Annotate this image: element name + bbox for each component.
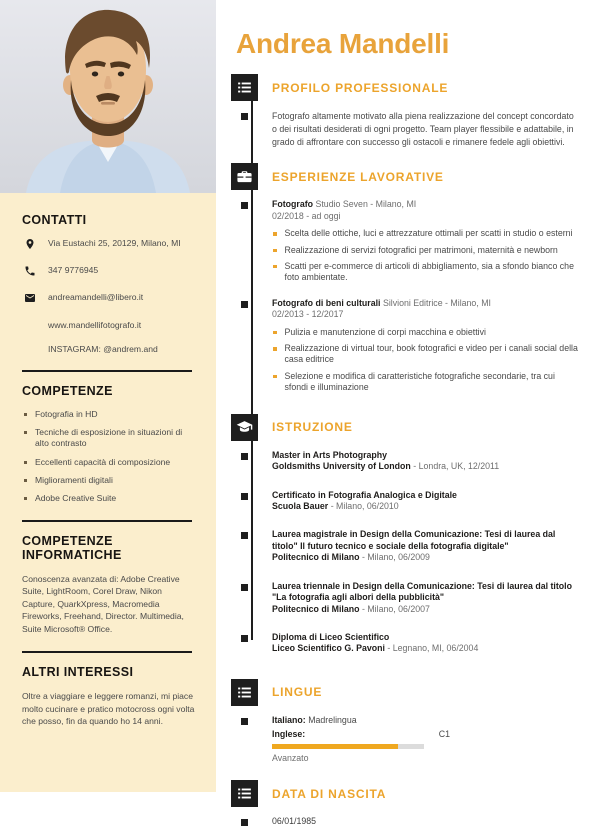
section-birth-header <box>216 780 612 807</box>
list-icon <box>231 679 258 706</box>
skill-item <box>22 457 196 468</box>
bullet-text: Scelta delle ottiche, luci e attrezzature ottimali per scatti in studio o esterni <box>284 228 573 239</box>
profile-text: Fotografo altamente motivato alla piena realizzazione del concept concordato o dei risultati desiderati di ogni progetto. Team player flessibile e adattabile, in grado di affrontare con successo gli ostacoli e rimanere fedele agli obiettivi. <box>272 111 574 147</box>
email-icon <box>24 292 36 304</box>
timeline-node <box>241 493 248 500</box>
skill-item <box>22 475 196 486</box>
section-title: ESPERIENZE LAVORATIVE <box>272 169 444 184</box>
language-progress-bar <box>272 744 424 749</box>
school-detail: - Milano, 06/2009 <box>361 552 430 563</box>
bullet-text: Selezione e modifica di caratteristiche fotografiche secondarie, tra cui sfondi e illuminazione <box>284 370 555 393</box>
contact-email-row <box>22 292 196 304</box>
job-title: Fotografo <box>272 199 314 210</box>
bullet-text: Realizzazione di virtual tour, book fotografici e video per i canali social della casa editrice <box>284 343 578 365</box>
school-detail: - Milano, 06/2007 <box>361 603 430 614</box>
phone-icon <box>24 265 36 277</box>
job-title-line <box>272 298 578 309</box>
education-entry <box>216 490 612 521</box>
school-detail: - Milano, 06/2010 <box>330 501 399 511</box>
profile-entry <box>216 110 612 148</box>
school-line <box>272 552 578 563</box>
bullet-icon <box>24 431 27 434</box>
list-icon <box>231 74 258 101</box>
contact-phone: 347 9776945 <box>48 265 99 275</box>
graduation-cap-icon <box>231 414 258 441</box>
skills-list <box>22 409 196 504</box>
skills-heading: COMPETENZE <box>22 384 113 398</box>
degree: Certificato in Fotografia Analogica e Digitale <box>272 489 457 500</box>
bullet-item <box>272 327 578 338</box>
timeline-node <box>241 202 248 209</box>
contact-website: www.mandellifotografo.it <box>48 320 142 330</box>
section-title: DATA DI NASCITA <box>272 786 387 801</box>
section-languages-header <box>216 679 612 706</box>
education-entry <box>216 529 612 571</box>
school-detail: - Legnano, MI, 06/2004 <box>387 643 479 654</box>
job-dates: 02/2018 - ad oggi <box>272 210 341 221</box>
divider <box>22 370 192 372</box>
experience-entry <box>216 298 612 399</box>
language-label: Italiano: <box>272 714 306 725</box>
timeline-node <box>241 819 248 826</box>
school: Politecnico di Milano <box>272 552 360 563</box>
school: Goldsmiths University of London <box>272 461 411 472</box>
education-entry <box>216 581 612 623</box>
job-org: Silvioni Editrice - Milano, MI <box>382 297 491 308</box>
job-dates: 02/2013 - 12/2017 <box>272 309 344 320</box>
timeline-node <box>241 301 248 308</box>
skill-label: Tecniche di esposizione in situazioni di alto contrasto <box>35 427 183 449</box>
job-bullets <box>272 228 578 284</box>
bullet-icon <box>24 413 27 416</box>
skill-item <box>22 409 196 420</box>
degree: Laurea magistrale in Design della Comunicazione: Tesi di laurea dal titolo" Il futuro tecnico e sociale della fotografia digitale" <box>272 529 556 551</box>
language-italian <box>272 715 578 726</box>
bullet-text: Scatti per e-commerce di articoli di abbigliamento, sia a sfondo bianco che foto ambientate. <box>284 260 574 283</box>
bullet-text: Realizzazione di servizi fotografici per matrimoni, maternità e newborn <box>284 244 558 255</box>
section-experience-header <box>216 163 612 190</box>
contact-phone-row <box>22 265 196 277</box>
school-line <box>272 604 578 615</box>
languages-entry <box>216 715 612 764</box>
degree: Laurea triennale in Design della Comunicazione: Tesi di laurea dal titolo "La fotografia agli albori della pubblicità" <box>272 580 572 603</box>
bullet-text: Pulizia e manutenzione di corpi macchina e obiettivi <box>284 326 486 337</box>
it-skills-text: Conoscenza avanzata di: Adobe Creative Suite, LightRoom, Corel Draw, Nikon Capture, QuarkXpress, Macromedia Fireworks, Freehand, Director. Multimedia, Suite Microsoft® Office. <box>22 574 184 634</box>
timeline-node <box>241 584 248 591</box>
page-title: Andrea Mandelli <box>236 28 450 59</box>
school-detail: - Londra, UK, 12/2011 <box>413 461 500 472</box>
contact-address: Via Eustachi 25, 20129, Milano, MI <box>48 238 181 248</box>
education-entry <box>216 632 612 663</box>
skill-item <box>22 493 196 504</box>
bullet-item <box>272 228 578 239</box>
it-skills-heading: COMPETENZE INFORMATICHE <box>22 534 122 563</box>
contact-email: andreamandelli@libero.it <box>48 292 144 302</box>
school-line <box>272 501 578 512</box>
section-title: LINGUE <box>272 685 323 700</box>
language-english <box>272 729 450 740</box>
bullet-item <box>272 261 578 284</box>
contact-heading: CONTATTI <box>22 213 87 227</box>
school-line <box>272 461 578 472</box>
skill-label: Miglioramenti digitali <box>35 474 113 485</box>
sidebar <box>0 193 216 792</box>
bullet-icon <box>273 375 277 379</box>
job-title-line <box>272 199 578 210</box>
list-icon <box>231 780 258 807</box>
bullet-icon <box>273 347 277 351</box>
birth-entry <box>216 816 612 827</box>
language-level-name: Avanzato <box>272 752 309 763</box>
section-education-header <box>216 414 612 441</box>
school: Politecnico di Milano <box>272 603 360 614</box>
job-title: Fotografo di beni culturali <box>272 297 381 308</box>
school: Liceo Scientifico G. Pavoni <box>272 643 385 654</box>
bullet-item <box>272 371 578 394</box>
skill-label: Adobe Creative Suite <box>35 492 117 503</box>
section-profile-header <box>216 74 612 101</box>
divider <box>22 520 192 522</box>
birth-date: 06/01/1985 <box>272 816 317 827</box>
interests-heading: ALTRI INTERESSI <box>22 665 134 680</box>
bullet-item <box>272 245 578 256</box>
section-title: PROFILO PROFESSIONALE <box>272 80 449 95</box>
interests-text: Oltre a viaggiare e leggere romanzi, mi piace molto cucinare e pratico motocross ogni volta che posso, fin da quando ho 14 anni. <box>22 691 195 727</box>
portrait-illustration <box>0 0 216 193</box>
bullet-icon <box>24 497 27 500</box>
timeline-node <box>241 453 248 460</box>
divider <box>22 651 192 653</box>
contact-instagram: INSTAGRAM: @andrem.and <box>48 344 158 354</box>
main-column <box>216 0 612 827</box>
skill-item <box>22 427 196 449</box>
bullet-icon <box>273 249 277 253</box>
bullet-icon <box>24 461 27 464</box>
degree: Master in Arts Photography <box>272 449 388 460</box>
timeline-node <box>241 635 248 642</box>
degree: Diploma di Liceo Scientifico <box>272 631 390 642</box>
bullet-icon <box>24 479 27 482</box>
language-level: C1 <box>438 729 450 740</box>
school-line <box>272 643 578 654</box>
skill-label: Fotografia in HD <box>35 409 98 419</box>
timeline-node <box>241 532 248 539</box>
timeline-node <box>241 718 248 725</box>
education-entry <box>216 450 612 481</box>
job-org: Studio Seven - Milano, MI <box>315 199 417 210</box>
language-progress-fill <box>272 744 398 749</box>
school: Scuola Bauer <box>272 501 329 511</box>
bullet-icon <box>273 331 277 335</box>
job-bullets <box>272 327 578 394</box>
experience-entry <box>216 199 612 289</box>
briefcase-icon <box>231 163 258 190</box>
contact-address-row <box>22 238 196 250</box>
bullet-icon <box>273 265 277 269</box>
skill-label: Eccellenti capacità di composizione <box>35 456 171 467</box>
location-pin-icon <box>24 238 36 250</box>
bullet-icon <box>273 232 277 236</box>
section-title: ISTRUZIONE <box>272 420 353 435</box>
language-value: Madrelingua <box>308 714 357 725</box>
bullet-item <box>272 343 578 366</box>
language-label: Inglese: <box>272 729 306 740</box>
timeline-node <box>241 113 248 120</box>
profile-photo <box>0 0 216 193</box>
